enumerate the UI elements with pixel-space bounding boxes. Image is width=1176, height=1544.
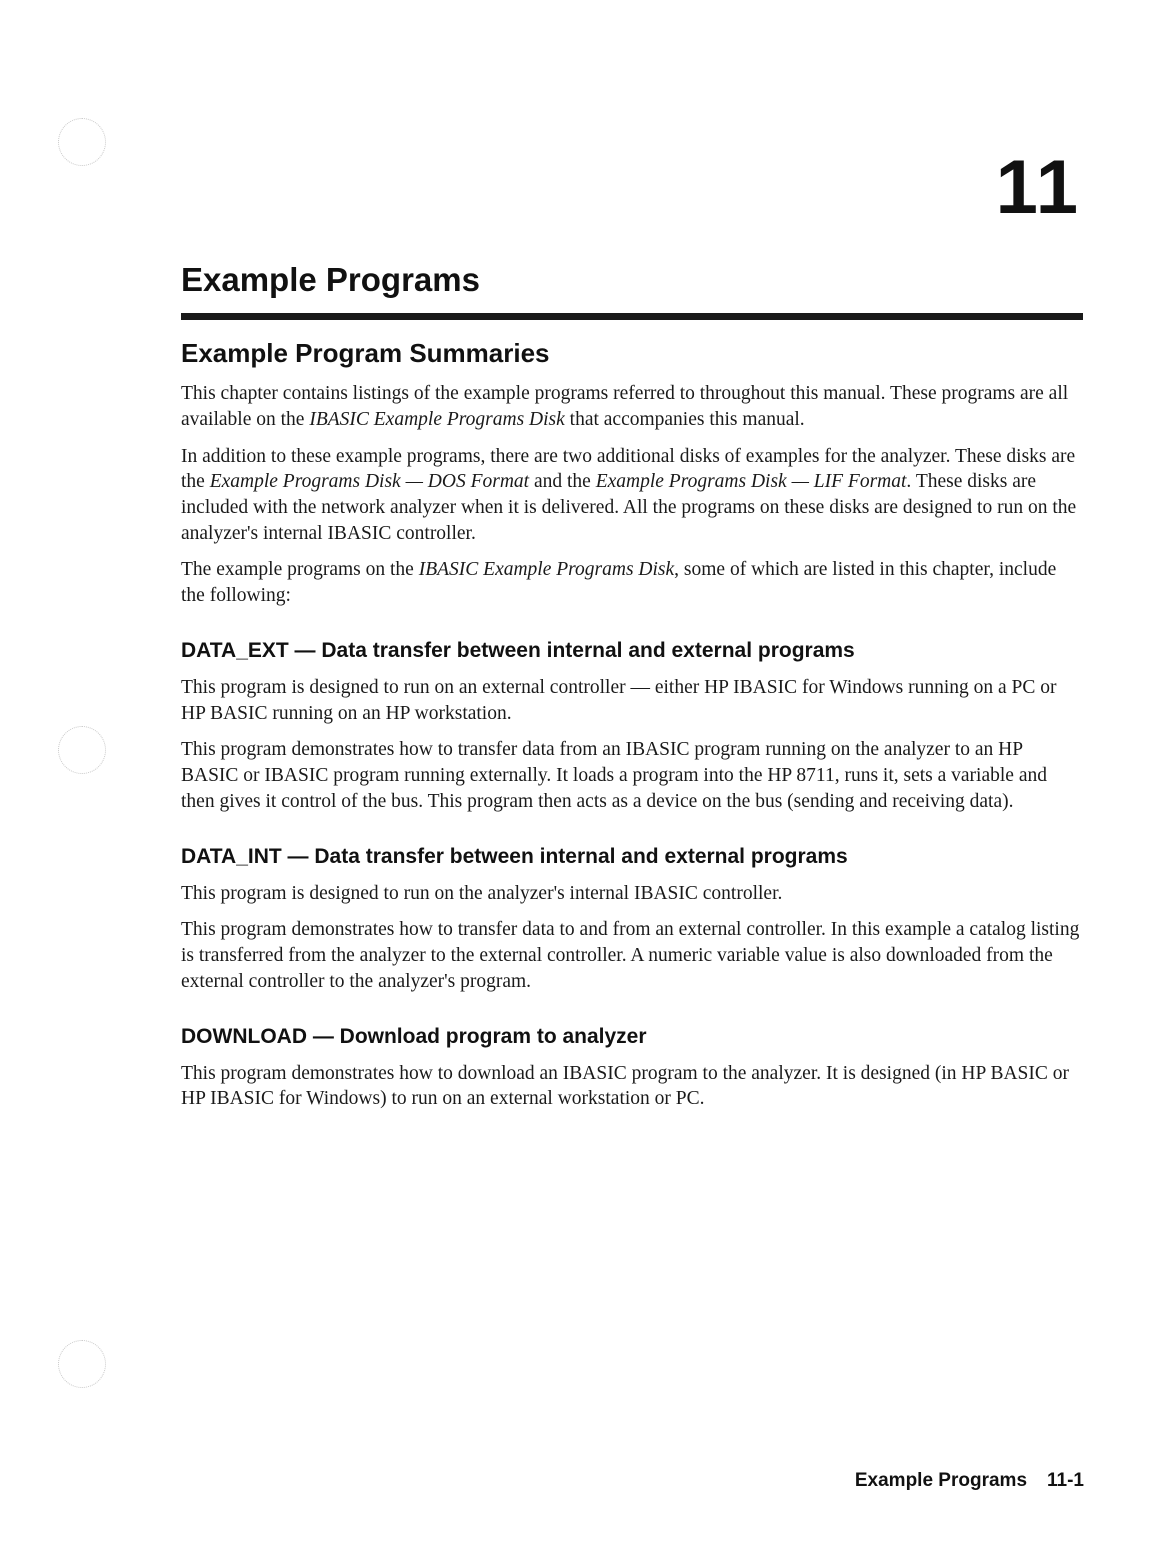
program-heading-data-int: DATA_INT — Data transfer between internal and external programs xyxy=(181,844,848,868)
program-paragraph: This program demonstrates how to transfer data to and from an external controller. In this example a catalog listing is transferred from the analyzer to the external controller. A numeric variable value is also downloaded from the external controller to the analyzer's program. xyxy=(181,919,1080,992)
punch-hole xyxy=(58,726,106,774)
intro-paragraph: The example programs on the IBASIC Example Programs Disk, some of which are listed in this chapter, include the following: xyxy=(181,559,1057,607)
program-paragraph: This program is designed to run on an external controller — either HP IBASIC for Windows running on a PC or HP BASIC running on an HP workstation. xyxy=(181,677,1057,724)
punch-hole xyxy=(58,118,106,166)
program-paragraph: This program is designed to run on the analyzer's internal IBASIC controller. xyxy=(181,882,783,904)
intro-paragraph: This chapter contains listings of the example programs referred to throughout this manual. These programs are all available on the IBASIC Example Programs Disk that accompanies this manual. xyxy=(181,383,1069,430)
chapter-title: Example Programs xyxy=(181,261,480,298)
program-paragraph: This program demonstrates how to transfer data from an IBASIC program running on the analyzer to an HP BASIC or IBASIC program running externally. It loads a program into the HP 8711, runs it, sets a variable and then gives it control of the bus. This program then acts as a device on the bus (sending and receiving data). xyxy=(181,739,1047,812)
page-footer xyxy=(855,1470,1084,1492)
punch-hole xyxy=(58,1340,106,1388)
page-content xyxy=(181,338,1081,1123)
intro-paragraph: In addition to these example programs, there are two additional disks of examples for the analyzer. These disks are the Example Programs Disk — DOS Format and the Example Programs Disk — LIF Format. These disks are included with the network analyzer when it is delivered. All the programs on these disks are designed to run on the analyzer's internal IBASIC controller. xyxy=(181,445,1077,544)
chapter-title-rule xyxy=(181,313,1083,320)
program-paragraph: This program demonstrates how to download an IBASIC program to the analyzer. It is designed (in HP BASIC or HP IBASIC for Windows) to run on an external workstation or PC. xyxy=(181,1062,1070,1110)
section-title: Example Program Summaries xyxy=(181,338,550,368)
program-heading-download: DOWNLOAD — Download program to analyzer xyxy=(181,1024,647,1048)
chapter-number: 11 xyxy=(995,145,1080,230)
footer-page-number: 11-1 xyxy=(1047,1470,1084,1491)
footer-title: Example Programs xyxy=(854,1470,1028,1491)
program-heading-data-ext: DATA_EXT — Data transfer between internal and external programs xyxy=(181,638,855,662)
